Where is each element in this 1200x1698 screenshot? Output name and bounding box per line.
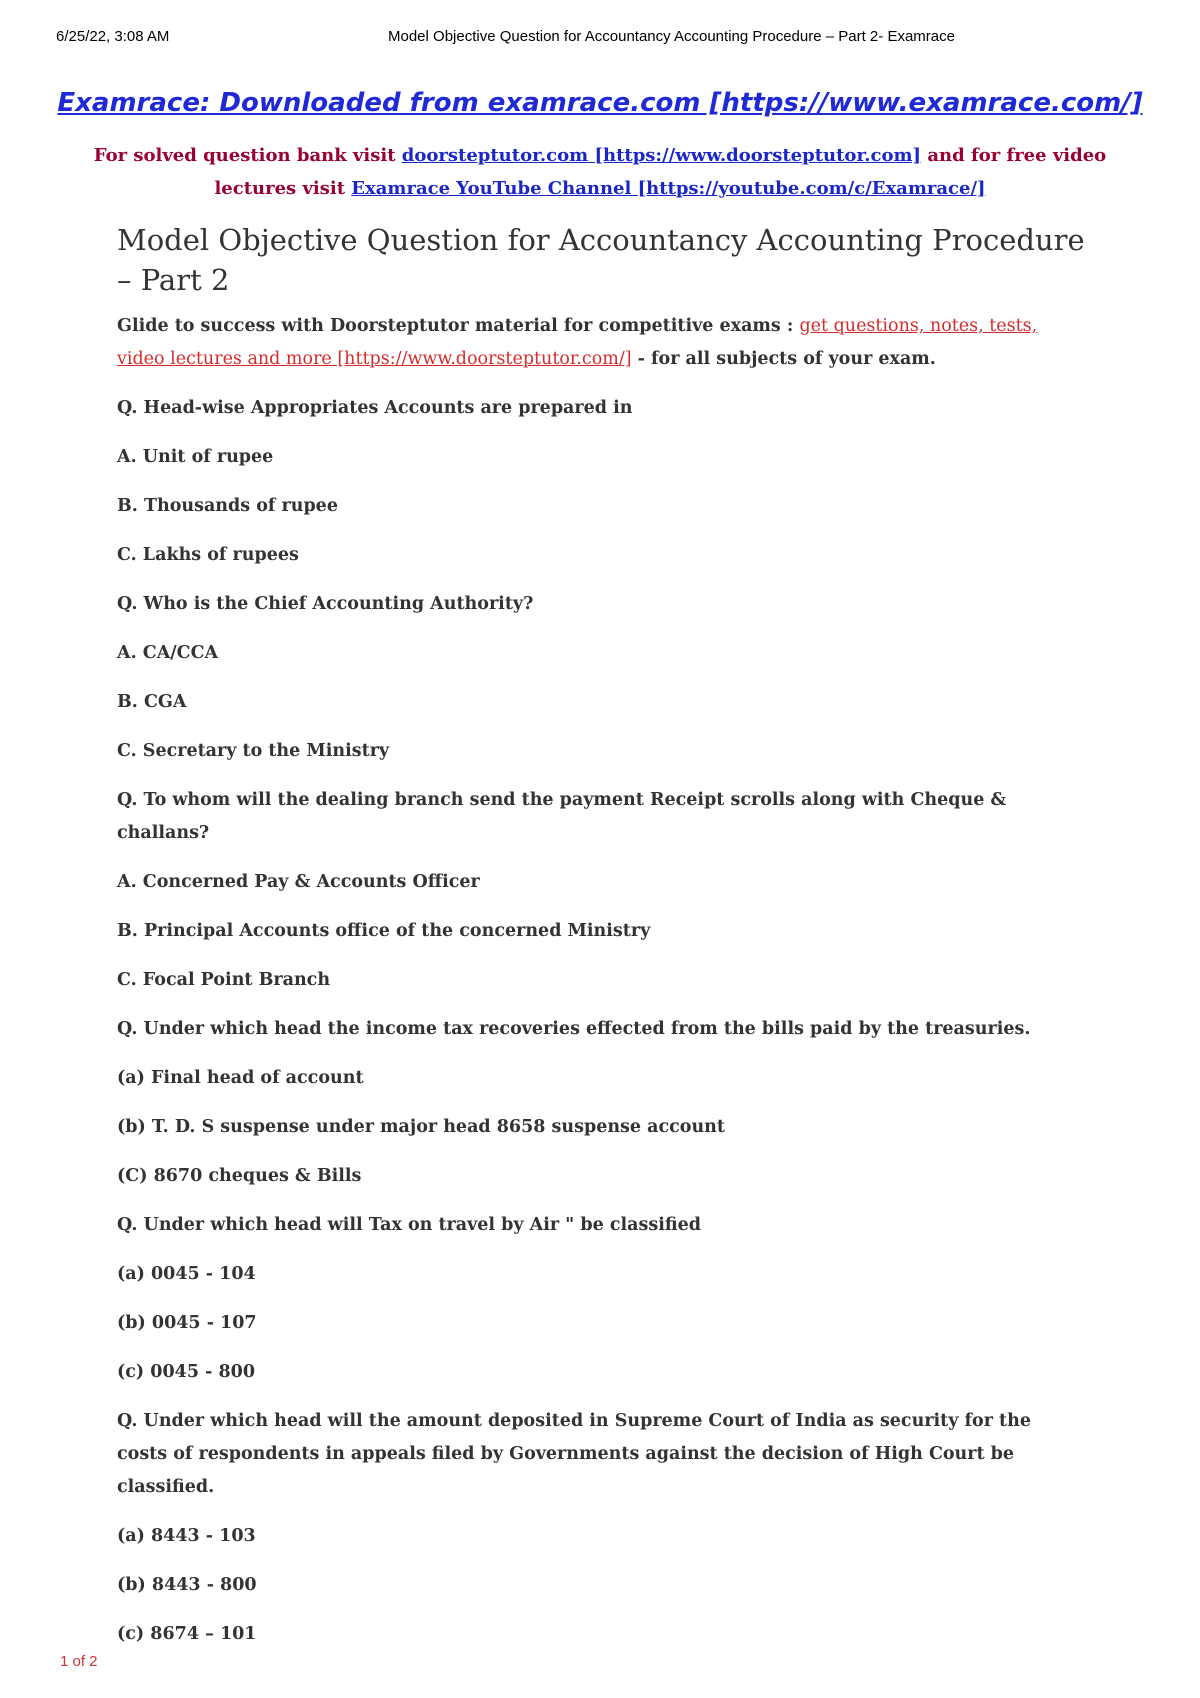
- option-line: B. CGA: [117, 692, 187, 712]
- option-line: (a) 0045 - 104: [117, 1264, 256, 1284]
- option-line: (c) 8674 – 101: [117, 1624, 257, 1644]
- doorsteptutor-link[interactable]: doorsteptutor.com [https://www.doorsteptutor.com]: [401, 145, 922, 166]
- print-date: 6/25/22, 3:08 AM: [56, 28, 170, 45]
- promo-prefix: For solved question bank visit: [93, 145, 402, 166]
- option-line: A. Unit of rupee: [117, 447, 274, 467]
- option-line: (a) 8443 - 103: [117, 1526, 256, 1546]
- glide-text: [117, 310, 1087, 376]
- print-header: [0, 28, 1200, 50]
- option-line: C. Lakhs of rupees: [117, 545, 299, 565]
- option-line: (a) Final head of account: [117, 1068, 364, 1088]
- option-line: (b) T. D. S suspense under major head 8658 suspense account: [117, 1117, 725, 1137]
- option-line: (C) 8670 cheques & Bills: [117, 1166, 362, 1186]
- option-line: (b) 8443 - 800: [117, 1575, 257, 1595]
- page-title: Model Objective Question for Accountancy Accounting Procedure – Part 2: [117, 223, 1085, 297]
- question-line: Q. To whom will the dealing branch send the payment Receipt scrolls along with Cheque & challans?: [117, 790, 1007, 843]
- promo-text: [80, 139, 1120, 205]
- print-title: Model Objective Question for Accountancy Accounting Procedure – Part 2- Examrace: [388, 28, 955, 45]
- question-line: Q. Head-wise Appropriates Accounts are prepared in: [117, 398, 633, 418]
- page-number: 1 of 2: [60, 1653, 98, 1670]
- question-line: Q. Who is the Chief Accounting Authority?: [117, 594, 534, 614]
- option-line: A. Concerned Pay & Accounts Officer: [117, 872, 480, 892]
- option-line: B. Principal Accounts office of the concerned Ministry: [117, 921, 651, 941]
- glide-suffix: - for all subjects of your exam.: [631, 349, 936, 369]
- option-line: B. Thousands of rupee: [117, 496, 338, 516]
- youtube-channel-link[interactable]: Examrace YouTube Channel [https://youtube.com/c/Examrace/]: [351, 178, 986, 199]
- question-line: Q. Under which head the income tax recoveries effected from the bills paid by the treasuries.: [117, 1019, 1031, 1039]
- promo-middle: and for free video lectures visit: [214, 145, 1107, 199]
- option-line: C. Focal Point Branch: [117, 970, 331, 990]
- glide-prefix: Glide to success with Doorsteptutor material for competitive exams :: [117, 316, 800, 336]
- article-content: [117, 220, 1087, 1651]
- doorsteptutor-material-link[interactable]: get questions, notes, tests, video lectures and more [https://www.doorsteptutor.com/]: [117, 316, 1038, 369]
- option-line: (b) 0045 - 107: [117, 1313, 257, 1333]
- question-line: Q. Under which head will Tax on travel by Air " be classified: [117, 1215, 701, 1235]
- option-line: (c) 0045 - 800: [117, 1362, 255, 1382]
- examrace-banner-link[interactable]: Examrace: Downloaded from examrace.com [https://www.examrace.com/]: [57, 88, 1143, 118]
- option-line: C. Secretary to the Ministry: [117, 741, 390, 761]
- question-line: Q. Under which head will the amount deposited in Supreme Court of India as security for the costs of respondents in appeals filed by Governments against the decision of High Court be classified.: [117, 1411, 1031, 1497]
- option-line: A. CA/CCA: [117, 643, 219, 663]
- question-list: [117, 392, 1087, 1651]
